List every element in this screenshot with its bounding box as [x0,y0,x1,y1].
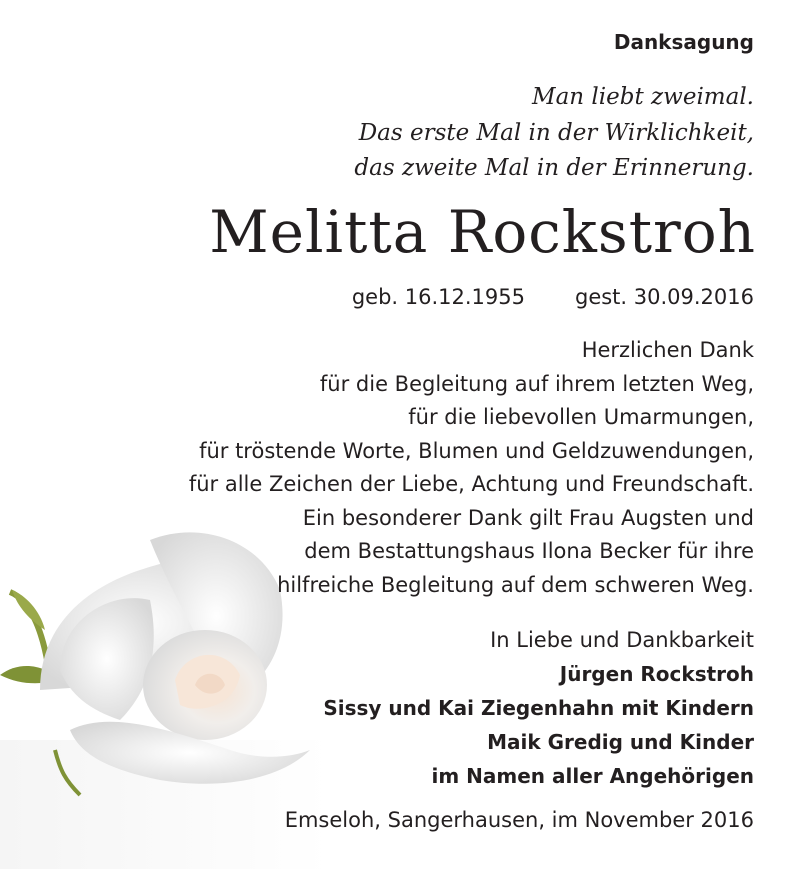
thanks-line: für tröstende Worte, Blumen und Geldzuwendungen, [199,438,754,463]
signature-block [323,623,754,793]
quote-line: Man liebt zweimal. [532,84,754,110]
birth-date: geb. 16.12.1955 [351,285,525,309]
thanks-line: dem Bestattungshaus Ilona Becker für ihre [304,539,754,563]
thanks-line: Herzlichen Dank [581,338,754,362]
quote-line: das zweite Mal in der Erinnerung. [354,155,754,181]
place-and-date: Emseloh, Sangerhausen, im November 2016 [284,808,754,832]
death-date: gest. 30.09.2016 [574,285,754,309]
signatory: Maik Gredig und Kinder [487,730,754,754]
notice-heading: Danksagung [613,30,754,54]
thanks-line: hilfreiche Begleitung auf dem schweren Weg. [277,572,754,597]
thanks-line: für alle Zeichen der Liebe, Achtung und Freundschaft. [188,472,754,496]
thanks-line: für die liebevollen Umarmungen, [408,405,754,429]
thanks-text [189,334,754,602]
quote-line: Das erste Mal in der Wirklichkeit, [358,119,754,146]
life-dates [352,285,754,309]
memorial-quote [354,80,754,187]
signatory: Jürgen Rockstroh [559,662,754,686]
closing-phrase: In Liebe und Dankbarkeit [490,628,754,652]
deceased-name: Melitta Rockstroh [209,198,756,266]
signatory: Sissy und Kai Ziegenhahn mit Kindern [323,696,754,720]
thanks-line: Ein besonderer Dank gilt Frau Augsten und [302,505,754,530]
signatory: im Namen aller Angehörigen [431,764,754,788]
thanks-line: für die Begleitung auf ihrem letzten Weg, [319,371,754,396]
